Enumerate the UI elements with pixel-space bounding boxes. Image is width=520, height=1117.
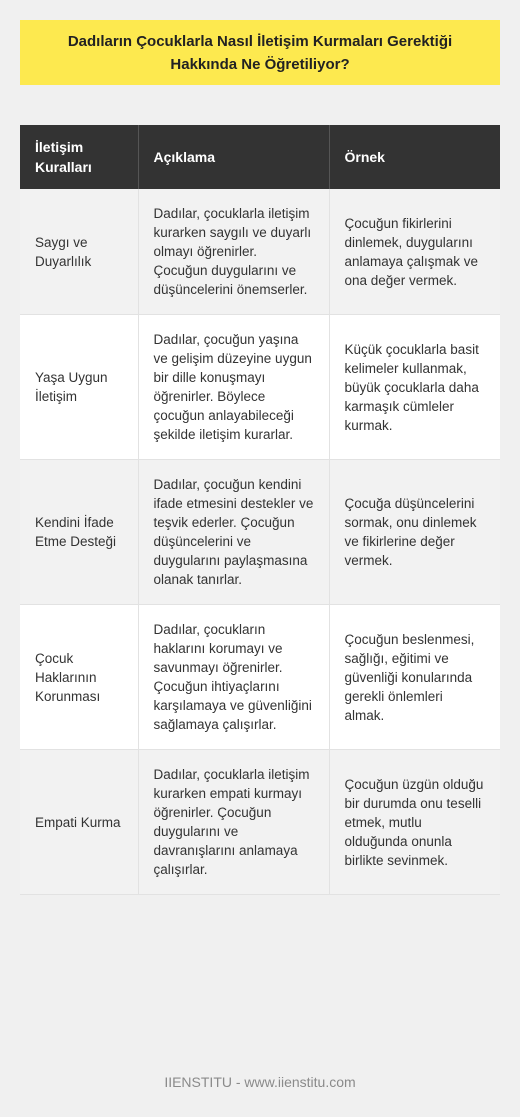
rule-cell: Saygı ve Duyarlılık — [20, 189, 138, 315]
description-cell: Dadılar, çocuğun kendini ifade etmesini destekler ve teşvik ederler. Çocuğun düşüncelerini ve duygularını paylaşmasına olanak tanırlar. — [138, 460, 329, 605]
table-row — [20, 750, 500, 895]
example-cell: Çocuğun fikirlerini dinlemek, duygularını anlamaya çalışmak ve ona değer vermek. — [329, 189, 500, 315]
rule-cell: Çocuk Haklarının Korunması — [20, 605, 138, 750]
example-cell: Çocuğun üzgün olduğu bir durumda onu teselli etmek, mutlu olduğunda onunla birlikte sevinmek. — [329, 750, 500, 895]
table-row — [20, 605, 500, 750]
title-banner — [20, 20, 500, 85]
rule-cell: Empati Kurma — [20, 750, 138, 895]
table-row — [20, 315, 500, 460]
column-header-description: Açıklama — [138, 125, 329, 189]
table-row — [20, 460, 500, 605]
column-header-rule: İletişim Kuralları — [20, 125, 138, 189]
rule-cell: Kendini İfade Etme Desteği — [20, 460, 138, 605]
description-cell: Dadılar, çocuğun yaşına ve gelişim düzeyine uygun bir dille konuşmayı öğrenirler. Böylece çocuğun anlayabileceği şekilde iletişim kurarlar. — [138, 315, 329, 460]
rule-cell: Yaşa Uygun İletişim — [20, 315, 138, 460]
example-cell: Çocuğun beslenmesi, sağlığı, eğitimi ve güvenliği konularında gerekli önlemleri almak. — [329, 605, 500, 750]
example-cell: Çocuğa düşüncelerini sormak, onu dinlemek ve fikirlerine değer vermek. — [329, 460, 500, 605]
description-cell: Dadılar, çocuklarla iletişim kurarken saygılı ve duyarlı olmayı öğrenirler. Çocuğun duygularını ve düşüncelerini önemserler. — [138, 189, 329, 315]
footer-source: IIENSTITU - www.iienstitu.com — [164, 1074, 356, 1090]
description-cell: Dadılar, çocukların haklarını korumayı ve savunmayı öğrenirler. Çocuğun ihtiyaçlarını karşılamaya ve güvenliğini sağlamaya çalışırlar. — [138, 605, 329, 750]
description-cell: Dadılar, çocuklarla iletişim kurarken empati kurmayı öğrenirler. Çocuğun duygularını ve davranışlarını anlamaya çalışırlar. — [138, 750, 329, 895]
page-title: Dadıların Çocuklarla Nasıl İletişim Kurmaları Gerektiği Hakkında Ne Öğretiliyor? — [67, 32, 453, 73]
example-cell: Küçük çocuklarla basit kelimeler kullanmak, büyük çocuklarla daha karmaşık cümleler kurmak. — [329, 315, 500, 460]
communication-rules-table — [20, 125, 500, 895]
column-header-example: Örnek — [329, 125, 500, 189]
table-header-row — [20, 125, 500, 189]
table-row — [20, 189, 500, 315]
